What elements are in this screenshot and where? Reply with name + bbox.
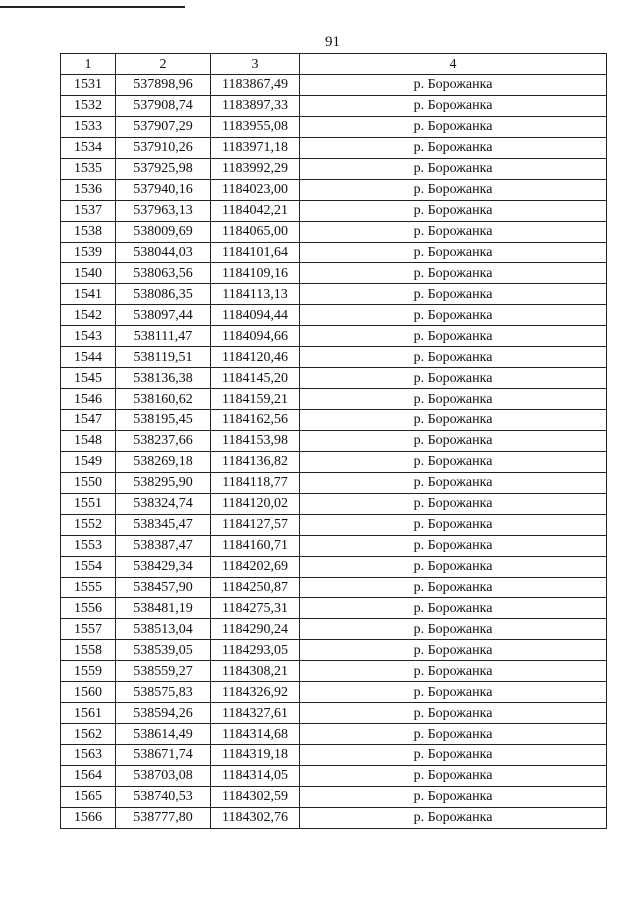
cell-y-coordinate: 1184162,56	[211, 410, 300, 431]
table-row	[61, 116, 607, 137]
cell-point-number: 1536	[61, 179, 116, 200]
cell-point-number: 1562	[61, 724, 116, 745]
table-row	[61, 389, 607, 410]
cell-description: р. Борожанка	[300, 535, 607, 556]
cell-description: р. Борожанка	[300, 577, 607, 598]
cell-point-number: 1535	[61, 158, 116, 179]
table-row	[61, 514, 607, 535]
cell-point-number: 1563	[61, 745, 116, 766]
table-row	[61, 493, 607, 514]
cell-y-coordinate: 1184308,21	[211, 661, 300, 682]
cell-x-coordinate: 538703,08	[116, 765, 211, 786]
cell-description: р. Борожанка	[300, 514, 607, 535]
cell-x-coordinate: 538237,66	[116, 430, 211, 451]
table-row	[61, 326, 607, 347]
cell-point-number: 1534	[61, 137, 116, 158]
cell-point-number: 1556	[61, 598, 116, 619]
cell-y-coordinate: 1184314,05	[211, 765, 300, 786]
table-row	[61, 535, 607, 556]
cell-x-coordinate: 538160,62	[116, 389, 211, 410]
cell-x-coordinate: 538539,05	[116, 640, 211, 661]
cell-point-number: 1540	[61, 263, 116, 284]
column-header-y: 3	[211, 54, 300, 75]
cell-point-number: 1548	[61, 430, 116, 451]
table-row	[61, 619, 607, 640]
cell-point-number: 1544	[61, 347, 116, 368]
cell-description: р. Борожанка	[300, 179, 607, 200]
table-row	[61, 263, 607, 284]
cell-point-number: 1537	[61, 200, 116, 221]
cell-description: р. Борожанка	[300, 221, 607, 242]
table-row	[61, 724, 607, 745]
cell-x-coordinate: 538324,74	[116, 493, 211, 514]
cell-y-coordinate: 1184023,00	[211, 179, 300, 200]
table-row	[61, 75, 607, 96]
cell-y-coordinate: 1184302,76	[211, 807, 300, 828]
cell-description: р. Борожанка	[300, 786, 607, 807]
column-header-description: 4	[300, 54, 607, 75]
cell-y-coordinate: 1184159,21	[211, 389, 300, 410]
cell-point-number: 1561	[61, 703, 116, 724]
cell-point-number: 1558	[61, 640, 116, 661]
cell-y-coordinate: 1184290,24	[211, 619, 300, 640]
cell-description: р. Борожанка	[300, 724, 607, 745]
coordinates-table	[60, 53, 607, 829]
cell-point-number: 1538	[61, 221, 116, 242]
cell-x-coordinate: 538119,51	[116, 347, 211, 368]
cell-y-coordinate: 1183897,33	[211, 95, 300, 116]
table-row	[61, 137, 607, 158]
cell-point-number: 1560	[61, 682, 116, 703]
table-row	[61, 347, 607, 368]
cell-description: р. Борожанка	[300, 389, 607, 410]
table-row	[61, 807, 607, 828]
cell-y-coordinate: 1183955,08	[211, 116, 300, 137]
table-row	[61, 640, 607, 661]
cell-y-coordinate: 1184094,66	[211, 326, 300, 347]
cell-point-number: 1554	[61, 556, 116, 577]
table-row	[61, 451, 607, 472]
cell-y-coordinate: 1184113,13	[211, 284, 300, 305]
cell-description: р. Борожанка	[300, 116, 607, 137]
cell-x-coordinate: 538086,35	[116, 284, 211, 305]
cell-x-coordinate: 538740,53	[116, 786, 211, 807]
cell-y-coordinate: 1184202,69	[211, 556, 300, 577]
cell-y-coordinate: 1184109,16	[211, 263, 300, 284]
table-row	[61, 410, 607, 431]
cell-point-number: 1557	[61, 619, 116, 640]
table-body	[61, 75, 607, 829]
table-row	[61, 556, 607, 577]
cell-description: р. Борожанка	[300, 745, 607, 766]
cell-description: р. Борожанка	[300, 619, 607, 640]
cell-description: р. Борожанка	[300, 137, 607, 158]
cell-x-coordinate: 538063,56	[116, 263, 211, 284]
table-row	[61, 598, 607, 619]
cell-x-coordinate: 538671,74	[116, 745, 211, 766]
cell-point-number: 1539	[61, 242, 116, 263]
cell-point-number: 1546	[61, 389, 116, 410]
cell-y-coordinate: 1184118,77	[211, 472, 300, 493]
cell-description: р. Борожанка	[300, 368, 607, 389]
cell-description: р. Борожанка	[300, 598, 607, 619]
cell-y-coordinate: 1184293,05	[211, 640, 300, 661]
cell-point-number: 1531	[61, 75, 116, 96]
table-row	[61, 305, 607, 326]
cell-y-coordinate: 1184250,87	[211, 577, 300, 598]
cell-y-coordinate: 1184327,61	[211, 703, 300, 724]
cell-x-coordinate: 538097,44	[116, 305, 211, 326]
table-row	[61, 682, 607, 703]
cell-x-coordinate: 538295,90	[116, 472, 211, 493]
cell-y-coordinate: 1184127,57	[211, 514, 300, 535]
cell-description: р. Борожанка	[300, 158, 607, 179]
cell-description: р. Борожанка	[300, 200, 607, 221]
cell-x-coordinate: 537908,74	[116, 95, 211, 116]
cell-description: р. Борожанка	[300, 263, 607, 284]
cell-description: р. Борожанка	[300, 430, 607, 451]
cell-point-number: 1555	[61, 577, 116, 598]
table-row	[61, 221, 607, 242]
table-row	[61, 472, 607, 493]
cell-point-number: 1545	[61, 368, 116, 389]
table-row	[61, 661, 607, 682]
cell-point-number: 1565	[61, 786, 116, 807]
cell-point-number: 1564	[61, 765, 116, 786]
cell-point-number: 1533	[61, 116, 116, 137]
cell-point-number: 1549	[61, 451, 116, 472]
cell-y-coordinate: 1184153,98	[211, 430, 300, 451]
cell-x-coordinate: 538009,69	[116, 221, 211, 242]
page-number: 91	[325, 34, 340, 50]
table-row	[61, 577, 607, 598]
cell-description: р. Борожанка	[300, 765, 607, 786]
cell-y-coordinate: 1184042,21	[211, 200, 300, 221]
scan-edge-line	[0, 6, 185, 8]
table-row	[61, 430, 607, 451]
table-row	[61, 200, 607, 221]
cell-description: р. Борожанка	[300, 556, 607, 577]
table-row	[61, 179, 607, 200]
cell-description: р. Борожанка	[300, 451, 607, 472]
cell-y-coordinate: 1184094,44	[211, 305, 300, 326]
cell-y-coordinate: 1184302,59	[211, 786, 300, 807]
cell-description: р. Борожанка	[300, 640, 607, 661]
cell-y-coordinate: 1184065,00	[211, 221, 300, 242]
cell-x-coordinate: 538777,80	[116, 807, 211, 828]
cell-x-coordinate: 537940,16	[116, 179, 211, 200]
cell-y-coordinate: 1184160,71	[211, 535, 300, 556]
cell-y-coordinate: 1183867,49	[211, 75, 300, 96]
cell-description: р. Борожанка	[300, 661, 607, 682]
cell-description: р. Борожанка	[300, 284, 607, 305]
cell-x-coordinate: 538269,18	[116, 451, 211, 472]
table-row	[61, 95, 607, 116]
cell-y-coordinate: 1184275,31	[211, 598, 300, 619]
cell-point-number: 1547	[61, 410, 116, 431]
cell-x-coordinate: 537910,26	[116, 137, 211, 158]
table-row	[61, 284, 607, 305]
table-row	[61, 368, 607, 389]
cell-x-coordinate: 538594,26	[116, 703, 211, 724]
cell-y-coordinate: 1183992,29	[211, 158, 300, 179]
cell-x-coordinate: 538559,27	[116, 661, 211, 682]
cell-description: р. Борожанка	[300, 305, 607, 326]
cell-x-coordinate: 538111,47	[116, 326, 211, 347]
cell-point-number: 1552	[61, 514, 116, 535]
cell-x-coordinate: 538387,47	[116, 535, 211, 556]
cell-point-number: 1532	[61, 95, 116, 116]
cell-point-number: 1553	[61, 535, 116, 556]
cell-y-coordinate: 1184120,02	[211, 493, 300, 514]
cell-description: р. Борожанка	[300, 493, 607, 514]
cell-point-number: 1543	[61, 326, 116, 347]
cell-x-coordinate: 538457,90	[116, 577, 211, 598]
cell-x-coordinate: 537925,98	[116, 158, 211, 179]
table-header-row	[61, 54, 607, 75]
cell-description: р. Борожанка	[300, 703, 607, 724]
cell-y-coordinate: 1184326,92	[211, 682, 300, 703]
cell-description: р. Борожанка	[300, 347, 607, 368]
table-row	[61, 765, 607, 786]
table-row	[61, 786, 607, 807]
cell-x-coordinate: 537898,96	[116, 75, 211, 96]
cell-y-coordinate: 1184136,82	[211, 451, 300, 472]
cell-point-number: 1551	[61, 493, 116, 514]
column-header-x: 2	[116, 54, 211, 75]
cell-x-coordinate: 538481,19	[116, 598, 211, 619]
cell-x-coordinate: 538136,38	[116, 368, 211, 389]
cell-y-coordinate: 1184101,64	[211, 242, 300, 263]
cell-description: р. Борожанка	[300, 75, 607, 96]
cell-y-coordinate: 1184319,18	[211, 745, 300, 766]
cell-description: р. Борожанка	[300, 472, 607, 493]
cell-x-coordinate: 538513,04	[116, 619, 211, 640]
cell-y-coordinate: 1184120,46	[211, 347, 300, 368]
cell-description: р. Борожанка	[300, 95, 607, 116]
table-row	[61, 703, 607, 724]
cell-x-coordinate: 538614,49	[116, 724, 211, 745]
cell-description: р. Борожанка	[300, 410, 607, 431]
cell-point-number: 1559	[61, 661, 116, 682]
cell-x-coordinate: 537907,29	[116, 116, 211, 137]
cell-point-number: 1566	[61, 807, 116, 828]
cell-description: р. Борожанка	[300, 807, 607, 828]
cell-x-coordinate: 538195,45	[116, 410, 211, 431]
cell-x-coordinate: 538345,47	[116, 514, 211, 535]
cell-description: р. Борожанка	[300, 326, 607, 347]
cell-x-coordinate: 538429,34	[116, 556, 211, 577]
table-row	[61, 242, 607, 263]
cell-x-coordinate: 537963,13	[116, 200, 211, 221]
cell-x-coordinate: 538044,03	[116, 242, 211, 263]
cell-point-number: 1542	[61, 305, 116, 326]
cell-description: р. Борожанка	[300, 682, 607, 703]
cell-description: р. Борожанка	[300, 242, 607, 263]
cell-y-coordinate: 1183971,18	[211, 137, 300, 158]
cell-point-number: 1541	[61, 284, 116, 305]
table-row	[61, 745, 607, 766]
column-header-point-number: 1	[61, 54, 116, 75]
cell-x-coordinate: 538575,83	[116, 682, 211, 703]
cell-y-coordinate: 1184314,68	[211, 724, 300, 745]
table-row	[61, 158, 607, 179]
cell-point-number: 1550	[61, 472, 116, 493]
cell-y-coordinate: 1184145,20	[211, 368, 300, 389]
